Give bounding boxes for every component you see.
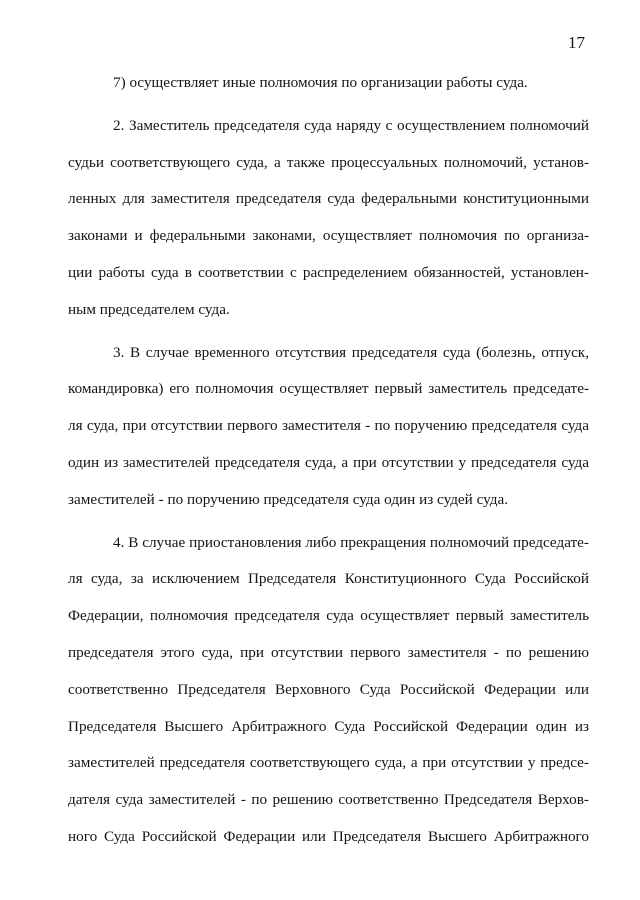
paragraph-point-2 <box>68 111 589 332</box>
text-line: соответственно Председателя Верховного Суда Российской Федерации или <box>68 680 589 698</box>
text-line: один из заместителей председателя суда, а при отсутствии у председателя суда <box>68 453 589 471</box>
text-line: Председателя Высшего Арбитражного Суда Российской Федерации один из <box>68 717 589 735</box>
text-line: 7) осуществляет иные полномочия по организации работы суда. <box>113 74 528 91</box>
text-line: заместителей - по поручению председателя суда один из судей суда. <box>68 490 509 508</box>
paragraph-point-3 <box>68 338 589 522</box>
text-line: председателя этого суда, при отсутствии первого заместителя - по решению <box>68 643 589 661</box>
paragraph-point-4 <box>68 528 589 859</box>
text-line: командировка) его полномочия осуществляет первый заместитель председате- <box>68 380 589 398</box>
text-line: 2. Заместитель председателя суда наряду с осуществлением полномочий <box>113 116 589 134</box>
text-line: 4. В случае приостановления либо прекращения полномочий председате- <box>113 533 589 551</box>
text-line: ля суда, за исключением Председателя Конституционного Суда Российской <box>68 570 589 588</box>
text-line: законами и федеральными законами, осуществляет полномочия по организа- <box>68 227 589 245</box>
paragraph-item-7 <box>68 68 589 105</box>
text-line: ленных для заместителя председателя суда федеральными конституционными <box>68 190 589 208</box>
text-line: дателя суда заместителей - по решению соответственно Председателя Верхов- <box>68 791 589 809</box>
page-number: 17 <box>568 33 585 52</box>
text-line: ным председателем суда. <box>68 300 230 318</box>
text-line: ции работы суда в соответствии с распределением обязанностей, установлен- <box>68 263 589 281</box>
text-line: судьи соответствующего суда, а также процессуальных полномочий, установ- <box>68 153 589 171</box>
text-line: ля суда, при отсутствии первого заместителя - по поручению председателя суда <box>68 417 589 435</box>
text-line: 3. В случае временного отсутствия председателя суда (болезнь, отпуск, <box>113 343 589 361</box>
text-line: заместителей председателя соответствующего суда, а при отсутствии у предсе- <box>68 754 589 772</box>
document-body <box>68 68 589 859</box>
text-line: Федерации, полномочия председателя суда осуществляет первый заместитель <box>68 607 589 625</box>
text-line: ного Суда Российской Федерации или Председателя Высшего Арбитражного <box>68 827 589 845</box>
